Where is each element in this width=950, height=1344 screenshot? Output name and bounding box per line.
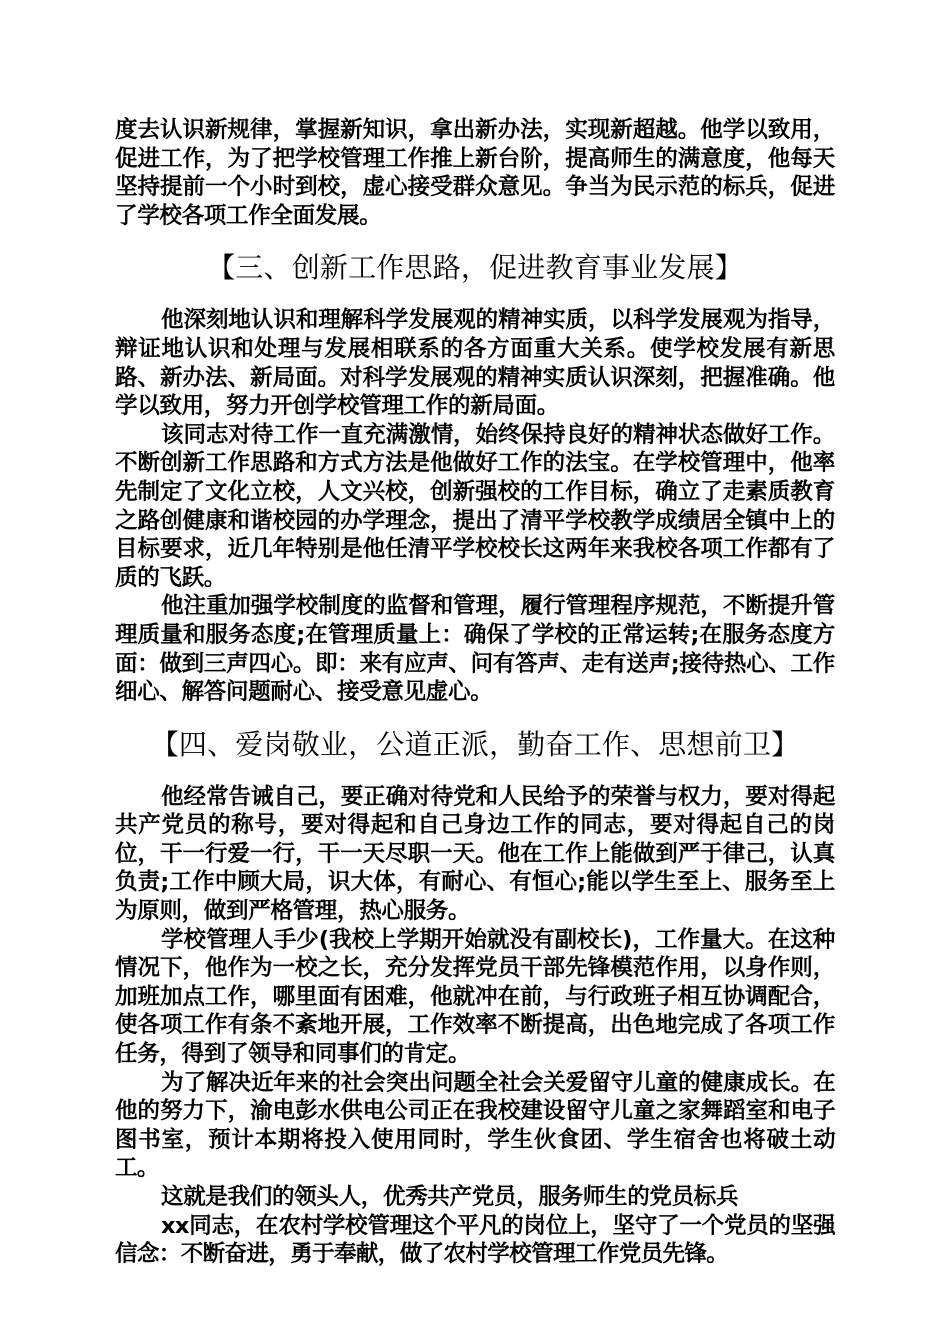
document-body — [115, 116, 835, 1269]
section-3-heading: 【三、创新工作思路，促进教育事业发展】 — [207, 251, 743, 285]
section-4-paragraph-3: 为了解决近年来的社会突出问题全社会关爱留守儿童的健康成长。在他的努力下，渝电彭水供电公司正在我校建设留守儿童之家舞蹈室和电子图书室，预计本期将投入使用同时，学生伙食团、学生宿舍也将破土动工。 — [115, 1069, 835, 1182]
section-3-paragraph-1: 他深刻地认识和理解科学发展观的精神实质，以科学发展观为指导，辩证地认识和处理与发展相联系的各方面重大关系。使学校发展有新思路、新办法、新局面。对科学发展观的精神实质认识深刻，把握准确。他学以致用，努力开创学校管理工作的新局面。 — [115, 307, 835, 420]
intro-paragraph: 度去认识新规律，掌握新知识，拿出新办法，实现新超越。他学以致用，促进工作，为了把学校管理工作推上新台阶，提高师生的满意度，他每天坚持提前一个小时到校，虚心接受群众意见。争当为民示范的标兵，促进了学校各项工作全面发展。 — [115, 117, 835, 229]
section-3-paragraph-2: 该同志对待工作一直充满激情，始终保持良好的精神状态做好工作。不断创新工作思路和方式方法是他做好工作的法宝。在学校管理中，他率先制定了文化立校，人文兴校，创新强校的工作目标，确立了走素质教育之路创健康和谐校园的办学理念，提出了清平学校教学成绩居全镇中上的目标要求，近几年特别是他任清平学校校长这两年来我校各项工作都有了质的飞跃。 — [115, 421, 835, 591]
section-4-heading: 【四、爱岗敬业，公道正派，勤奋工作、思想前卫】 — [150, 727, 800, 761]
section-4-paragraph-5: xx同志，在农村学校管理这个平凡的岗位上，坚守了一个党员的坚强信念：不断奋进，勇于奉献，做了农村学校管理工作党员先锋。 — [115, 1212, 835, 1268]
section-4-paragraph-2: 学校管理人手少(我校上学期开始就没有副校长)，工作量大。在这种情况下，他作为一校之长，充分发挥党员干部先锋模范作用，以身作则，加班加点工作，哪里面有困难，他就冲在前，与行政班子相互协调配合，使各项工作有条不紊地开展，工作效率不断提高，出色地完成了各项工作任务，得到了领导和同事们的肯定。 — [115, 926, 835, 1068]
section-4-paragraph-1: 他经常告诫自己，要正确对待党和人民给予的荣誉与权力，要对得起共产党员的称号，要对得起和自己身边工作的同志，要对得起自己的岗位，干一行爱一行，干一天尽职一天。他在工作上能做到严于律己，认真负责;工作中顾大局，识大体，有耐心、有恒心;能以学生至上、服务至上为原则，做到严格管理，热心服务。 — [115, 783, 835, 925]
section-3-paragraph-3: 他注重加强学校制度的监督和管理，履行管理程序规范，不断提升管理质量和服务态度;在管理质量上：确保了学校的正常运转;在服务态度方面：做到三声四心。即：来有应声、问有答声、走有送声;接待热心、工作细心、解答问题耐心、接受意见虚心。 — [115, 593, 835, 706]
section-4-paragraph-4: 这就是我们的领头人，优秀共产党员，服务师生的党员标兵 — [161, 1184, 739, 1210]
